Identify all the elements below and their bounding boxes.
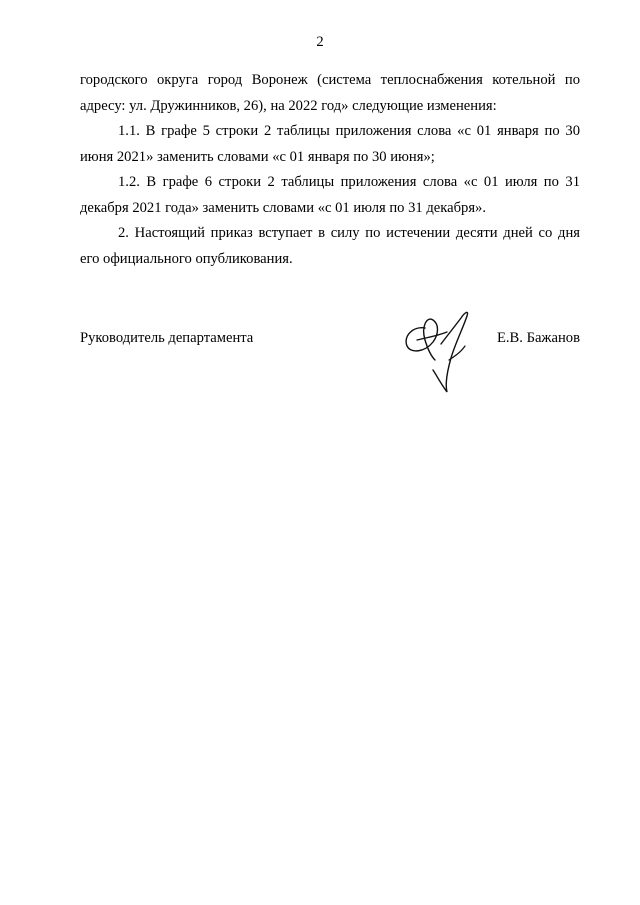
signature-block (80, 330, 580, 400)
paragraph-item-1-1: 1.1. В графе 5 строки 2 таблицы приложения слова «с 01 января по 30 июня 2021» заменить словами «с 01 января по 30 июня»; (80, 123, 580, 165)
signatory-name: Е.В. Бажанов (496, 330, 580, 346)
page-number: 2 (316, 34, 324, 50)
paragraph-continuation: городского округа город Воронеж (система теплоснабжения котельной по адресу: ул. Дружинников, 26), на 2022 год» следующие изменения: (80, 72, 580, 114)
document-body (80, 68, 580, 272)
handwritten-signature-icon (395, 300, 485, 400)
paragraph-item-1-2: 1.2. В графе 6 строки 2 таблицы приложения слова «с 01 июля по 31 декабря 2021 года» заменить словами «с 01 июля по 31 декабря». (80, 174, 580, 216)
signatory-title: Руководитель департамента (80, 330, 254, 346)
paragraph-item-2: 2. Настоящий приказ вступает в силу по истечении десяти дней со дня его официального опубликования. (80, 225, 580, 267)
